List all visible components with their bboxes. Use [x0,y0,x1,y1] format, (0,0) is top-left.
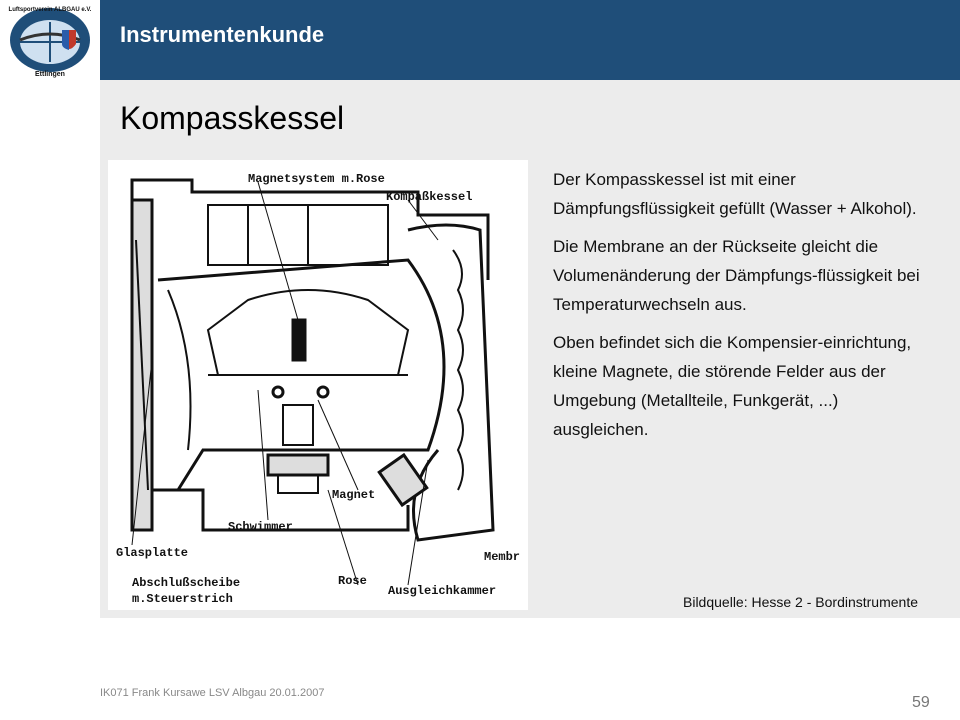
body-text [553,165,938,453]
label-membran: Membr [484,550,521,564]
header-title: Instrumentenkunde [120,22,325,47]
label-schwimmer: Schwimmer [228,520,293,534]
logo-top-text: Luftsportverein ALBGAU e.V. [8,7,92,13]
label-rose: Rose [338,574,367,588]
compass-cross-section-diagram [108,160,528,610]
label-kompasskessel: Kompaßkessel [386,190,473,204]
slide-title: Kompasskessel [120,100,345,136]
label-abschlussscheibe-line1: Abschlußscheibe [132,576,241,590]
club-logo [0,0,100,80]
footer-info: IK071 Frank Kursawe LSV Albgau 20.01.2007 [100,687,325,699]
paragraph-2: Die Membrane an der Rückseite gleicht die Volumenänderung der Dämpfungs-flüssigkeit bei Temperaturwechseln aus. [553,237,920,314]
label-magnet: Magnet [332,488,376,502]
paragraph-1: Der Kompasskessel ist mit einer Dämpfungsflüssigkeit gefüllt (Wasser + Alkohol). [553,170,917,218]
logo-bottom-text: Ettlingen [35,71,65,78]
label-glasplatte: Glasplatte [116,546,189,560]
image-source-caption: Bildquelle: Hesse 2 - Bordinstrumente [683,594,919,610]
page-number: 59 [912,694,930,711]
label-ausgleichkammer: Ausgleichkammer [388,584,497,598]
label-magnetsystem: Magnetsystem m.Rose [248,172,385,186]
paragraph-3: Oben befindet sich die Kompensier-einrichtung, kleine Magnete, die störende Felder aus der Umgebung (Metallteile, Funkgerät, ...) ausgleichen. [553,333,912,439]
label-abschlussscheibe-line2: m.Steuerstrich [132,592,233,606]
